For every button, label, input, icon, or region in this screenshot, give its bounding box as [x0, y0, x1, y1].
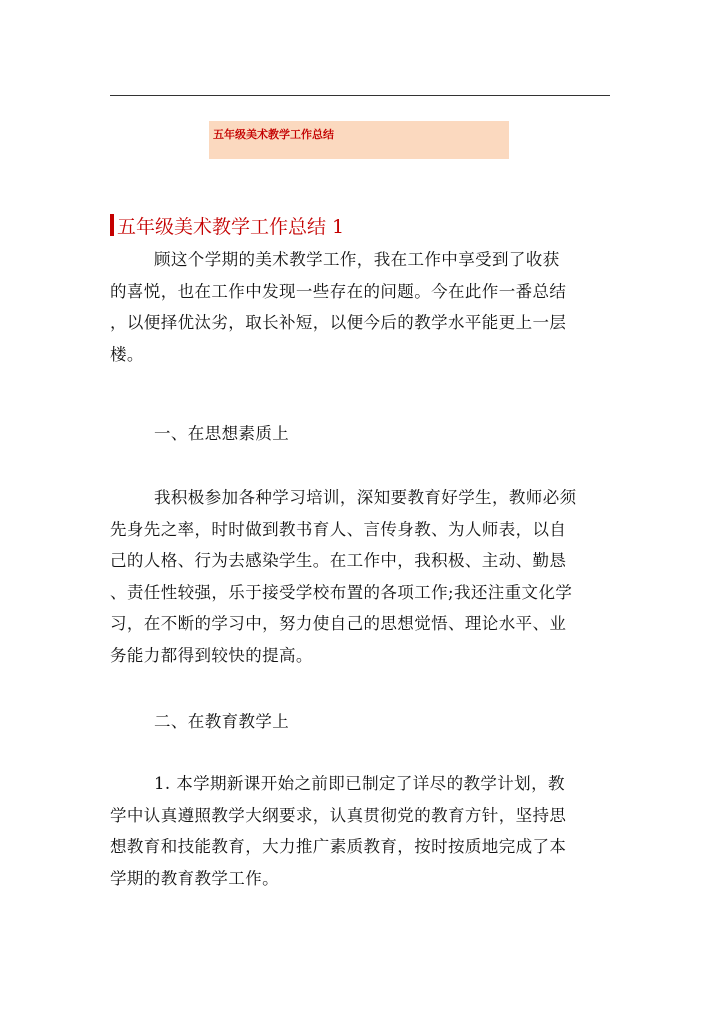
paragraph-teaching — [110, 768, 610, 894]
paragraph-ideology — [110, 482, 610, 671]
subheading-text: 二、在教育教学上 — [154, 712, 290, 731]
section-heading — [110, 212, 344, 238]
paragraph-line: 我积极参加各种学习培训，深知要教育好学生，教师必须 — [154, 488, 577, 507]
paragraph-line: 己的人格、行为去感染学生。在工作中，我积极、主动、勤恳 — [110, 551, 567, 570]
paragraph-line: 学期的教育教学工作。 — [110, 868, 279, 888]
heading-title: 五年级美术教学工作总结 1 — [117, 215, 345, 238]
paragraph-line: 想教育和技能教育，大力推广素质教育，按时按质地完成了本 — [110, 837, 567, 856]
heading-marker-bar — [110, 214, 114, 236]
paragraph-line: 楼。 — [110, 344, 144, 364]
paragraph-line: 、责任性较强，乐于接受学校布置的各项工作;我还注重文化学 — [110, 582, 573, 602]
paragraph-line: 顾这个学期的美术教学工作，我在工作中享受到了收获 — [154, 250, 560, 269]
subheading-text: 一、在思想素质上 — [154, 424, 290, 443]
paragraph-line: 先身先之率，时时做到教书育人、言传身教、为人师表，以自 — [110, 519, 567, 539]
subheading-teaching — [110, 706, 610, 738]
paragraph-line: 的喜悦，也在工作中发现一些存在的问题。今在此作一番总结 — [110, 281, 567, 301]
paragraph-line: 学中认真遵照教学大纲要求，认真贯彻党的教育方针，坚持思 — [110, 805, 567, 825]
paragraph-line: ，以便择优汰劣，取长补短，以便今后的教学水平能更上一层 — [110, 313, 567, 332]
title-banner — [209, 121, 509, 159]
paragraph-line: 务能力都得到较快的提高。 — [110, 645, 313, 665]
paragraph-intro — [110, 244, 610, 370]
banner-title: 五年级美术教学工作总结 — [213, 128, 334, 141]
subheading-ideology — [110, 418, 610, 450]
header-rule — [110, 95, 610, 96]
paragraph-line: 1. 本学期新课开始之前即已制定了详尽的教学计划，教 — [154, 774, 565, 793]
paragraph-line: 习，在不断的学习中，努力使自己的思想觉悟、理论水平、业 — [110, 614, 567, 633]
